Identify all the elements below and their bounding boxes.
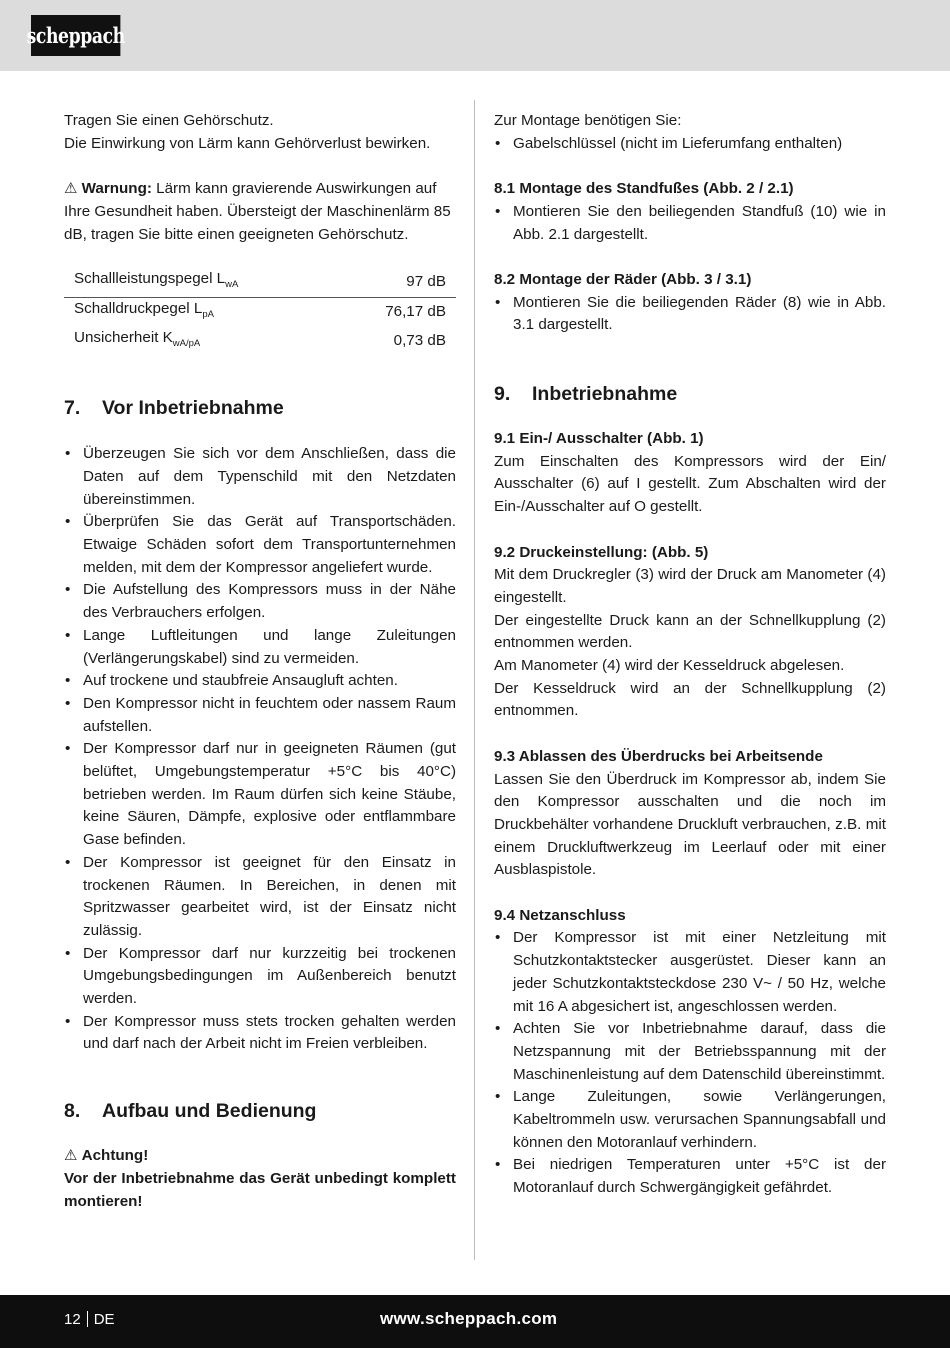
list-item: • Lange Luftleitungen und lange Zuleitungen (Verlängerungskabel) sind zu vermeiden. xyxy=(64,625,456,670)
spec-value: 97 dB xyxy=(337,268,456,298)
list-item: • Der Kompressor darf nur kurzzeitig bei trockenen Umgebungsbedingungen im Außenbereich benutzt werden. xyxy=(64,943,456,1011)
mount-tools-list xyxy=(494,133,886,156)
spec-value: 0,73 dB xyxy=(393,332,446,350)
section-8-heading: 8. Aufbau und Bedienung xyxy=(64,1100,317,1123)
list-item: • Montieren Sie den beiliegenden Standfuß (10) wie in Abb. 2.1 dargestellt. xyxy=(494,201,886,246)
warning-icon: ⚠ xyxy=(64,180,78,198)
list-item: • Die Aufstellung des Kompressors muss in der Nähe des Verbrauchers erfolgen. xyxy=(64,579,456,624)
subsection-9-2-text: Mit dem Druckregler (3) wird der Druck am Manometer (4) eingestellt. xyxy=(494,566,886,606)
list-item: • Der Kompressor darf nur in geeigneten Räumen (gut belüftet, Umgebungstemperatur +5°C bis 40°C) betrieben werden. Im Raum dürfen sich keine Stäube, keine Säuren, Dämpfe, explosive oder entflammbare Gase befinden. xyxy=(64,738,456,852)
scheppach-logo: scheppach xyxy=(31,15,120,56)
spec-label: Unsicherheit $K_{wA/pA}$ xyxy=(74,329,201,350)
subsection-9-2-text: Am Manometer (4) wird der Kesseldruck abgelesen. xyxy=(494,657,845,675)
subsection-8-2-title: 8.2 Montage der Räder (Abb. 3 / 3.1) xyxy=(494,270,752,288)
list-item: • Achten Sie vor Inbetriebnahme darauf, dass die Netzspannung mit der Betriebsspannung mit der Maschinenleistung auf dem Datenschild übereinstimmt. xyxy=(494,1018,886,1086)
list-item: • Überprüfen Sie das Gerät auf Transportschäden. Etwaige Schäden sofort dem Transportunternehmen melden, mit dem der Kompressor angeliefert wurde. xyxy=(64,511,456,579)
noise-spec-table xyxy=(64,268,456,356)
attention-heading: ⚠ Achtung! xyxy=(64,1147,149,1165)
list-item: • Montieren Sie die beiliegenden Räder (8) wie in Abb. 3.1 dargestellt. xyxy=(494,292,886,337)
spec-label: Schallleistungspegel $L_{wA}$ xyxy=(64,268,337,298)
subsection-9-3-text: Lassen Sie den Überdruck im Kompressor ab, indem Sie den Kompressor ausschalten und die noch im Druckbehälter vorhandene Druckluft verbrauchen, z.B. mit einem Druckluftwerkzeug im Leerlauf oder mit einer Ausblaspistole. xyxy=(494,770,886,879)
page-footer xyxy=(0,1295,950,1348)
mount-intro: Zur Montage benötigen Sie: xyxy=(494,112,682,129)
left-column xyxy=(64,110,456,1213)
list-item: • Bei niedrigen Temperaturen unter +5°C ist der Motoranlauf durch Schwergängigkeit gefährdet. xyxy=(494,1154,886,1199)
warning-label: Warnung: xyxy=(81,180,152,198)
list-item: • Den Kompressor nicht in feuchtem oder nassem Raum aufstellen. xyxy=(64,693,456,738)
spec-label: Schalldruckpegel $L_{pA}$ xyxy=(74,300,214,321)
subsection-8-1-title: 8.1 Montage des Standfußes (Abb. 2 / 2.1) xyxy=(494,180,794,198)
right-column xyxy=(494,110,886,1200)
list-item: • Lange Zuleitungen, sowie Verlängerungen, Kabeltrommeln usw. verursachen Spannungsabfall und können den Motoranlauf verhindern. xyxy=(494,1086,886,1154)
page-number: 12 DE xyxy=(64,1311,115,1328)
website-link[interactable]: www.scheppach.com xyxy=(380,1309,558,1328)
attention-icon: ⚠ xyxy=(64,1147,78,1165)
section-9-heading: 9. Inbetriebnahme xyxy=(494,383,678,405)
subsection-9-4-title: 9.4 Netzanschluss xyxy=(494,906,626,924)
spec-row xyxy=(64,268,456,298)
list-item: • Überzeugen Sie sich vor dem Anschließen, dass die Daten auf dem Typenschild mit den Netzdaten übereinstimmen. xyxy=(64,443,456,511)
page-header xyxy=(0,0,950,71)
subsection-8-1-list xyxy=(494,201,886,246)
subsection-9-1-text: Zum Einschalten des Kompressors wird der Ein/ Ausschalter (6) auf I gestellt. Zum Abschalten wird der Ein-/Ausschalter auf O gestellt. xyxy=(494,452,886,516)
subsection-9-1-title: 9.1 Ein-/ Ausschalter (Abb. 1) xyxy=(494,430,704,447)
subsection-9-2-title: 9.2 Druckeinstellung: (Abb. 5) xyxy=(494,543,709,561)
spec-value: 76,17 dB xyxy=(385,303,446,321)
spec-row xyxy=(64,327,456,356)
intro-line: Die Einwirkung von Lärm kann Gehörverlust bewirken. xyxy=(64,134,431,152)
subsection-9-2-text: Der Kesseldruck wird an der Schnellkupplung (2) entnommen. xyxy=(494,679,886,720)
column-divider xyxy=(474,100,475,1260)
spec-row xyxy=(64,298,456,328)
warning-text: Lärm kann gravierende Auswirkungen auf Ihre Gesundheit haben. Übersteigt der Maschinenlärm 85 dB, tragen Sie bitte einen geeigneten Gehörschutz. xyxy=(64,180,451,243)
section-7-heading: 7. Vor Inbetriebnahme xyxy=(64,397,284,420)
list-item: • Der Kompressor ist mit einer Netzleitung mit Schutzkontaktstecker ausgerüstet. Dieser kann an jeder Schutzkontaktsteckdose 230 V~ / 50 Hz, welche mit 16 A abgesichert ist, angeschlossen werden. xyxy=(494,927,886,1018)
intro-line: Tragen Sie einen Gehörschutz. xyxy=(64,112,274,129)
list-item: • Der Kompressor ist geeignet für den Einsatz in trockenen Räumen. In Bereichen, in denen mit Spritzwasser gearbeitet wird, ist der Einsatz nicht zulässig. xyxy=(64,852,456,943)
subsection-9-3-title: 9.3 Ablassen des Überdrucks bei Arbeitsende xyxy=(494,747,823,765)
list-item: • Gabelschlüssel (nicht im Lieferumfang enthalten) xyxy=(494,133,886,156)
section-7-list xyxy=(64,443,456,1056)
subsection-9-4-list xyxy=(494,927,886,1199)
warning-paragraph xyxy=(64,178,456,246)
subsection-8-2-list xyxy=(494,292,886,337)
list-item: • Der Kompressor muss stets trocken gehalten werden und darf nach der Arbeit nicht im Freien verbleiben. xyxy=(64,1011,456,1056)
list-item: • Auf trockene und staubfreie Ansaugluft achten. xyxy=(64,670,456,693)
subsection-9-2-text: Der eingestellte Druck kann an der Schnellkupplung (2) entnommen werden. xyxy=(494,611,886,652)
attention-text: Vor der Inbetriebnahme das Gerät unbedingt komplett montieren! xyxy=(64,1169,456,1210)
